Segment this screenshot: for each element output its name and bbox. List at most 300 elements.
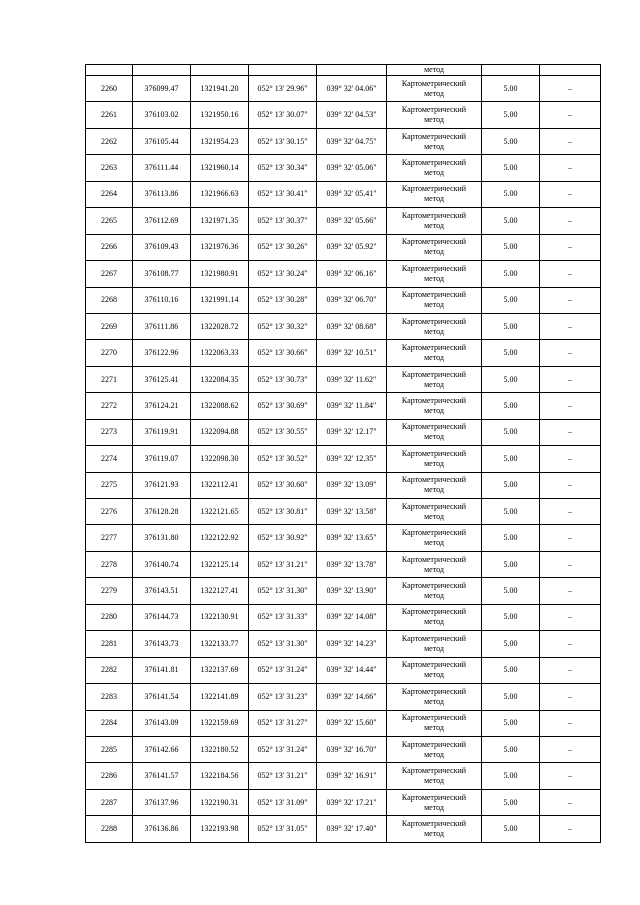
method-line-2: метод: [424, 141, 444, 151]
cell-y-coordinate: 1322098.30: [191, 446, 249, 472]
cell-longitude: 039° 32' 14.08": [317, 604, 387, 630]
cell-precision: 5.00: [482, 208, 540, 234]
cell-point-number: 2277: [86, 525, 133, 551]
method-line-1: Картометрический: [401, 554, 467, 564]
method-line-1: Картометрический: [401, 528, 467, 538]
cell-longitude: 039° 32' 13.65": [317, 525, 387, 551]
cell-dash: –: [540, 366, 601, 392]
cell-x-coordinate: 376112.69: [133, 208, 191, 234]
cell-latitude: 052° 13' 31.24": [249, 736, 317, 762]
method-line-1: Картометрический: [401, 78, 467, 88]
method-line-2: метод: [424, 723, 444, 733]
cell-dash: –: [540, 604, 601, 630]
method-line-2: метод: [424, 670, 444, 680]
table-row: [86, 340, 601, 366]
table-row: [86, 499, 601, 525]
table-row: [86, 76, 601, 102]
method-line-2: метод: [424, 564, 444, 574]
method-line-2: метод: [424, 115, 444, 125]
cell-latitude: 052° 13' 30.34": [249, 155, 317, 181]
cell-latitude: 052° 13' 30.37": [249, 208, 317, 234]
table-row: [86, 578, 601, 604]
cell-y-coordinate: 1321980.91: [191, 261, 249, 287]
method-line-2: метод: [424, 776, 444, 786]
cell-longitude: 039° 32' 11.62": [317, 366, 387, 392]
cell-longitude: 039° 32' 08.68": [317, 313, 387, 339]
table-body: [86, 65, 601, 843]
cell-x-coordinate: 376119.91: [133, 419, 191, 445]
table-row: [86, 789, 601, 815]
cell-precision: 5.00: [482, 102, 540, 128]
cell-dash: –: [540, 446, 601, 472]
table-row: [86, 181, 601, 207]
method-line-2: метод: [424, 353, 444, 363]
method-line-1: Картометрический: [401, 475, 467, 485]
cell-point-number: 2262: [86, 128, 133, 154]
cell-x-coordinate: 376103.02: [133, 102, 191, 128]
method-line-2: метод: [424, 643, 444, 653]
cell-latitude: 052° 13' 30.73": [249, 366, 317, 392]
cell-y-coordinate: 1322159.69: [191, 710, 249, 736]
cell-y-coordinate: 1321950.16: [191, 102, 249, 128]
method-line-2: метод: [424, 194, 444, 204]
table-row: [86, 472, 601, 498]
cell-longitude: 039° 32' 15.60": [317, 710, 387, 736]
cell-y-coordinate: 1321954.23: [191, 128, 249, 154]
method-line-1: Картометрический: [401, 686, 467, 696]
cell-point-number: 2264: [86, 181, 133, 207]
cell-y-coordinate: 1321960.14: [191, 155, 249, 181]
cell-method: [387, 287, 482, 313]
cell-method: [387, 657, 482, 683]
cell-y-coordinate: 1322193.98: [191, 816, 249, 842]
cell-y-coordinate: 1322063.33: [191, 340, 249, 366]
cell-point-number: 2284: [86, 710, 133, 736]
table-row: [86, 604, 601, 630]
cell-precision: 5.00: [482, 578, 540, 604]
cell-precision: 5.00: [482, 816, 540, 842]
table-row: [86, 736, 601, 762]
cell-method: [387, 472, 482, 498]
cell-latitude: 052° 13' 30.52": [249, 446, 317, 472]
method-line-1: Картометрический: [401, 210, 467, 220]
cell-latitude: 052° 13' 31.05": [249, 816, 317, 842]
cell-longitude: 039° 32' 05.41": [317, 181, 387, 207]
cell-y-coordinate: 1322112.41: [191, 472, 249, 498]
cell-x-coordinate: 376110.16: [133, 287, 191, 313]
cell-y-coordinate: 1321976.36: [191, 234, 249, 260]
cell-y-coordinate: 1321991.14: [191, 287, 249, 313]
cell-dash: –: [540, 340, 601, 366]
cell-dash: –: [540, 234, 601, 260]
cell-point-number: 2270: [86, 340, 133, 366]
cell-point-number: 2280: [86, 604, 133, 630]
cell-y-coordinate: 1322125.14: [191, 551, 249, 577]
cell-y-coordinate: 1322122.92: [191, 525, 249, 551]
cell-y-coordinate: 1322137.69: [191, 657, 249, 683]
cell-point-number: 2279: [86, 578, 133, 604]
cell-dash: –: [540, 102, 601, 128]
cell-latitude: 052° 13' 30.55": [249, 419, 317, 445]
method-line-1: Картометрический: [401, 581, 467, 591]
cell-x-coordinate: 376131.80: [133, 525, 191, 551]
cell-method: [387, 261, 482, 287]
cell-x-coordinate: 376141.81: [133, 657, 191, 683]
cell-y-coordinate: 1322084.35: [191, 366, 249, 392]
cell-method: [387, 763, 482, 789]
table-row: [86, 287, 601, 313]
table-row: [86, 631, 601, 657]
cell-point-number: 2273: [86, 419, 133, 445]
method-line-2: метод: [424, 220, 444, 230]
cell-latitude: 052° 13' 30.07": [249, 102, 317, 128]
method-line-1: Картометрический: [401, 422, 467, 432]
cell-empty: [482, 65, 540, 76]
cell-precision: 5.00: [482, 472, 540, 498]
cell-point-number: 2263: [86, 155, 133, 181]
cell-empty: [540, 65, 601, 76]
cell-y-coordinate: 1322190.31: [191, 789, 249, 815]
cell-method: [387, 208, 482, 234]
cell-longitude: 039° 32' 04.53": [317, 102, 387, 128]
cell-precision: 5.00: [482, 261, 540, 287]
method-line-2: метод: [424, 88, 444, 98]
method-line-1: Картометрический: [401, 105, 467, 115]
cell-method: [387, 499, 482, 525]
table-row: [86, 816, 601, 842]
cell-point-number: 2268: [86, 287, 133, 313]
cell-method: [387, 340, 482, 366]
cell-method: [387, 419, 482, 445]
method-line-1: Картометрический: [401, 818, 467, 828]
cell-longitude: 039° 32' 14.44": [317, 657, 387, 683]
cell-longitude: 039° 32' 13.78": [317, 551, 387, 577]
cell-method: [387, 234, 482, 260]
table-row: [86, 313, 601, 339]
cell-longitude: 039° 32' 13.09": [317, 472, 387, 498]
cell-longitude: 039° 32' 04.75": [317, 128, 387, 154]
method-line-2: метод: [424, 458, 444, 468]
cell-x-coordinate: 376143.09: [133, 710, 191, 736]
cell-x-coordinate: 376125.41: [133, 366, 191, 392]
cell-method: [387, 736, 482, 762]
cell-method: [387, 578, 482, 604]
cell-point-number: 2278: [86, 551, 133, 577]
method-line-2: метод: [424, 247, 444, 257]
method-line-2: метод: [424, 485, 444, 495]
cell-x-coordinate: 376140.74: [133, 551, 191, 577]
cell-precision: 5.00: [482, 419, 540, 445]
method-line-1: Картометрический: [401, 369, 467, 379]
cell-x-coordinate: 376137.96: [133, 789, 191, 815]
cell-dash: –: [540, 763, 601, 789]
cell-dash: –: [540, 551, 601, 577]
cell-y-coordinate: 1322127.41: [191, 578, 249, 604]
cell-y-coordinate: 1322184.56: [191, 763, 249, 789]
table-row: [86, 684, 601, 710]
cell-precision: 5.00: [482, 604, 540, 630]
cell-latitude: 052° 13' 30.60": [249, 472, 317, 498]
cell-longitude: 039° 32' 11.84": [317, 393, 387, 419]
cell-latitude: 052° 13' 29.96": [249, 76, 317, 102]
cell-longitude: 039° 32' 06.16": [317, 261, 387, 287]
table-row: [86, 525, 601, 551]
cell-longitude: 039° 32' 16.91": [317, 763, 387, 789]
table-row: [86, 446, 601, 472]
cell-latitude: 052° 13' 30.24": [249, 261, 317, 287]
cell-method: [387, 604, 482, 630]
cell-x-coordinate: 376141.57: [133, 763, 191, 789]
cell-dash: –: [540, 472, 601, 498]
cell-precision: 5.00: [482, 234, 540, 260]
method-line-1: Картометрический: [401, 660, 467, 670]
cell-point-number: 2283: [86, 684, 133, 710]
cell-empty: [86, 65, 133, 76]
cell-precision: 5.00: [482, 155, 540, 181]
cell-precision: 5.00: [482, 763, 540, 789]
cell-x-coordinate: 376124.21: [133, 393, 191, 419]
cell-precision: 5.00: [482, 76, 540, 102]
cell-dash: –: [540, 287, 601, 313]
method-line-1: Картометрический: [401, 766, 467, 776]
cell-dash: –: [540, 789, 601, 815]
cell-latitude: 052° 13' 30.69": [249, 393, 317, 419]
cell-precision: 5.00: [482, 128, 540, 154]
cell-point-number: 2288: [86, 816, 133, 842]
cell-point-number: 2261: [86, 102, 133, 128]
cell-x-coordinate: 376143.51: [133, 578, 191, 604]
table-row: [86, 551, 601, 577]
cell-latitude: 052° 13' 31.27": [249, 710, 317, 736]
cell-x-coordinate: 376109.43: [133, 234, 191, 260]
cell-latitude: 052° 13' 31.21": [249, 551, 317, 577]
cell-x-coordinate: 376111.44: [133, 155, 191, 181]
cell-dash: –: [540, 419, 601, 445]
cell-y-coordinate: 1321941.20: [191, 76, 249, 102]
cell-x-coordinate: 376105.44: [133, 128, 191, 154]
cell-dash: –: [540, 128, 601, 154]
cell-method: [387, 446, 482, 472]
cell-dash: –: [540, 710, 601, 736]
cell-x-coordinate: 376099.47: [133, 76, 191, 102]
cell-method: [387, 551, 482, 577]
cell-longitude: 039° 32' 13.58": [317, 499, 387, 525]
cell-dash: –: [540, 736, 601, 762]
cell-x-coordinate: 376121.93: [133, 472, 191, 498]
cell-point-number: 2271: [86, 366, 133, 392]
cell-method: [387, 710, 482, 736]
cell-x-coordinate: 376144.73: [133, 604, 191, 630]
cell-x-coordinate: 376111.86: [133, 313, 191, 339]
table-row: [86, 366, 601, 392]
cell-y-coordinate: 1322133.77: [191, 631, 249, 657]
cell-latitude: 052° 13' 30.26": [249, 234, 317, 260]
cell-latitude: 052° 13' 31.24": [249, 657, 317, 683]
method-line-2: метод: [424, 511, 444, 521]
method-line-1: Картометрический: [401, 713, 467, 723]
method-line-1: Картометрический: [401, 158, 467, 168]
cell-method: [387, 313, 482, 339]
cell-dash: –: [540, 261, 601, 287]
cell-point-number: 2285: [86, 736, 133, 762]
table-row: [86, 710, 601, 736]
cell-precision: 5.00: [482, 340, 540, 366]
table-row: [86, 155, 601, 181]
cell-dash: –: [540, 393, 601, 419]
cell-x-coordinate: 376143.73: [133, 631, 191, 657]
cell-dash: –: [540, 631, 601, 657]
method-line-2: метод: [424, 273, 444, 283]
coordinates-table: [85, 64, 601, 843]
cell-point-number: 2265: [86, 208, 133, 234]
cell-empty: [133, 65, 191, 76]
cell-longitude: 039° 32' 17.40": [317, 816, 387, 842]
cell-precision: 5.00: [482, 710, 540, 736]
method-line-2: метод: [424, 828, 444, 838]
method-line-2: метод: [424, 538, 444, 548]
method-line-2: метод: [424, 405, 444, 415]
cell-latitude: 052° 13' 30.41": [249, 181, 317, 207]
cell-method: [387, 181, 482, 207]
cell-latitude: 052° 13' 31.30": [249, 578, 317, 604]
cell-method: [387, 128, 482, 154]
cell-x-coordinate: 376119.07: [133, 446, 191, 472]
cell-method: [387, 155, 482, 181]
cell-precision: 5.00: [482, 789, 540, 815]
method-line-1: Картометрический: [401, 316, 467, 326]
method-line-2: метод: [424, 432, 444, 442]
continuation-row: [86, 65, 601, 76]
method-line-2: метод: [424, 696, 444, 706]
cell-x-coordinate: 376113.86: [133, 181, 191, 207]
cell-point-number: 2276: [86, 499, 133, 525]
cell-dash: –: [540, 816, 601, 842]
cell-x-coordinate: 376142.66: [133, 736, 191, 762]
method-line-2: метод: [424, 379, 444, 389]
cell-longitude: 039° 32' 05.06": [317, 155, 387, 181]
cell-dash: –: [540, 313, 601, 339]
cell-dash: –: [540, 657, 601, 683]
cell-longitude: 039° 32' 10.51": [317, 340, 387, 366]
cell-dash: –: [540, 499, 601, 525]
cell-latitude: 052° 13' 30.15": [249, 128, 317, 154]
cell-dash: –: [540, 578, 601, 604]
cell-empty: [317, 65, 387, 76]
cell-precision: 5.00: [482, 446, 540, 472]
cell-latitude: 052° 13' 30.28": [249, 287, 317, 313]
method-line-1: Картометрический: [401, 263, 467, 273]
cell-method: [387, 525, 482, 551]
cell-latitude: 052° 13' 31.09": [249, 789, 317, 815]
table-row: [86, 419, 601, 445]
cell-method: [387, 76, 482, 102]
cell-y-coordinate: 1322130.91: [191, 604, 249, 630]
table-row: [86, 393, 601, 419]
cell-precision: 5.00: [482, 313, 540, 339]
method-line-2: метод: [424, 802, 444, 812]
cell-y-coordinate: 1322028.72: [191, 313, 249, 339]
method-line-1: Картометрический: [401, 633, 467, 643]
cell-latitude: 052° 13' 30.32": [249, 313, 317, 339]
table-row: [86, 234, 601, 260]
method-line-2: метод: [424, 168, 444, 178]
cell-y-coordinate: 1322180.52: [191, 736, 249, 762]
cell-precision: 5.00: [482, 736, 540, 762]
method-line-2: метод: [424, 300, 444, 310]
cell-x-coordinate: 376141.54: [133, 684, 191, 710]
cell-precision: 5.00: [482, 631, 540, 657]
method-line-2: метод: [424, 591, 444, 601]
cell-precision: 5.00: [482, 287, 540, 313]
cell-point-number: 2266: [86, 234, 133, 260]
method-line-2: метод: [424, 326, 444, 336]
cell-precision: 5.00: [482, 684, 540, 710]
cell-longitude: 039° 32' 04.06": [317, 76, 387, 102]
cell-point-number: 2267: [86, 261, 133, 287]
table-row: [86, 763, 601, 789]
cell-y-coordinate: 1321971.35: [191, 208, 249, 234]
cell-precision: 5.00: [482, 393, 540, 419]
cell-precision: 5.00: [482, 366, 540, 392]
cell-method: [387, 102, 482, 128]
cell-y-coordinate: 1322088.62: [191, 393, 249, 419]
cell-empty: [249, 65, 317, 76]
method-line-1: Картометрический: [401, 237, 467, 247]
cell-precision: 5.00: [482, 499, 540, 525]
cell-point-number: 2272: [86, 393, 133, 419]
method-line-1: Картометрический: [401, 184, 467, 194]
cell-point-number: 2287: [86, 789, 133, 815]
cell-longitude: 039° 32' 14.23": [317, 631, 387, 657]
cell-longitude: 039° 32' 05.92": [317, 234, 387, 260]
cell-dash: –: [540, 525, 601, 551]
cell-longitude: 039° 32' 12.35": [317, 446, 387, 472]
cell-point-number: 2274: [86, 446, 133, 472]
table-row: [86, 102, 601, 128]
cell-latitude: 052° 13' 30.92": [249, 525, 317, 551]
table-row: [86, 657, 601, 683]
cell-latitude: 052° 13' 30.81": [249, 499, 317, 525]
cell-point-number: 2275: [86, 472, 133, 498]
cell-point-number: 2282: [86, 657, 133, 683]
method-line-2: метод: [424, 617, 444, 627]
cell-point-number: 2286: [86, 763, 133, 789]
cell-longitude: 039° 32' 12.17": [317, 419, 387, 445]
cell-longitude: 039° 32' 16.70": [317, 736, 387, 762]
cell-latitude: 052° 13' 31.23": [249, 684, 317, 710]
cell-method: [387, 631, 482, 657]
cell-method-tail: метод: [387, 65, 482, 76]
cell-point-number: 2260: [86, 76, 133, 102]
cell-dash: –: [540, 155, 601, 181]
method-line-1: Картометрический: [401, 607, 467, 617]
cell-method: [387, 684, 482, 710]
cell-precision: 5.00: [482, 181, 540, 207]
cell-x-coordinate: 376122.96: [133, 340, 191, 366]
method-line-1: Картометрический: [401, 792, 467, 802]
cell-method: [387, 789, 482, 815]
method-line-1: Картометрический: [401, 448, 467, 458]
table-row: [86, 128, 601, 154]
cell-longitude: 039° 32' 14.66": [317, 684, 387, 710]
method-line-1: Картометрический: [401, 501, 467, 511]
cell-longitude: 039° 32' 06.70": [317, 287, 387, 313]
cell-longitude: 039° 32' 05.66": [317, 208, 387, 234]
cell-x-coordinate: 376128.28: [133, 499, 191, 525]
cell-method: [387, 366, 482, 392]
cell-precision: 5.00: [482, 551, 540, 577]
cell-method: [387, 816, 482, 842]
